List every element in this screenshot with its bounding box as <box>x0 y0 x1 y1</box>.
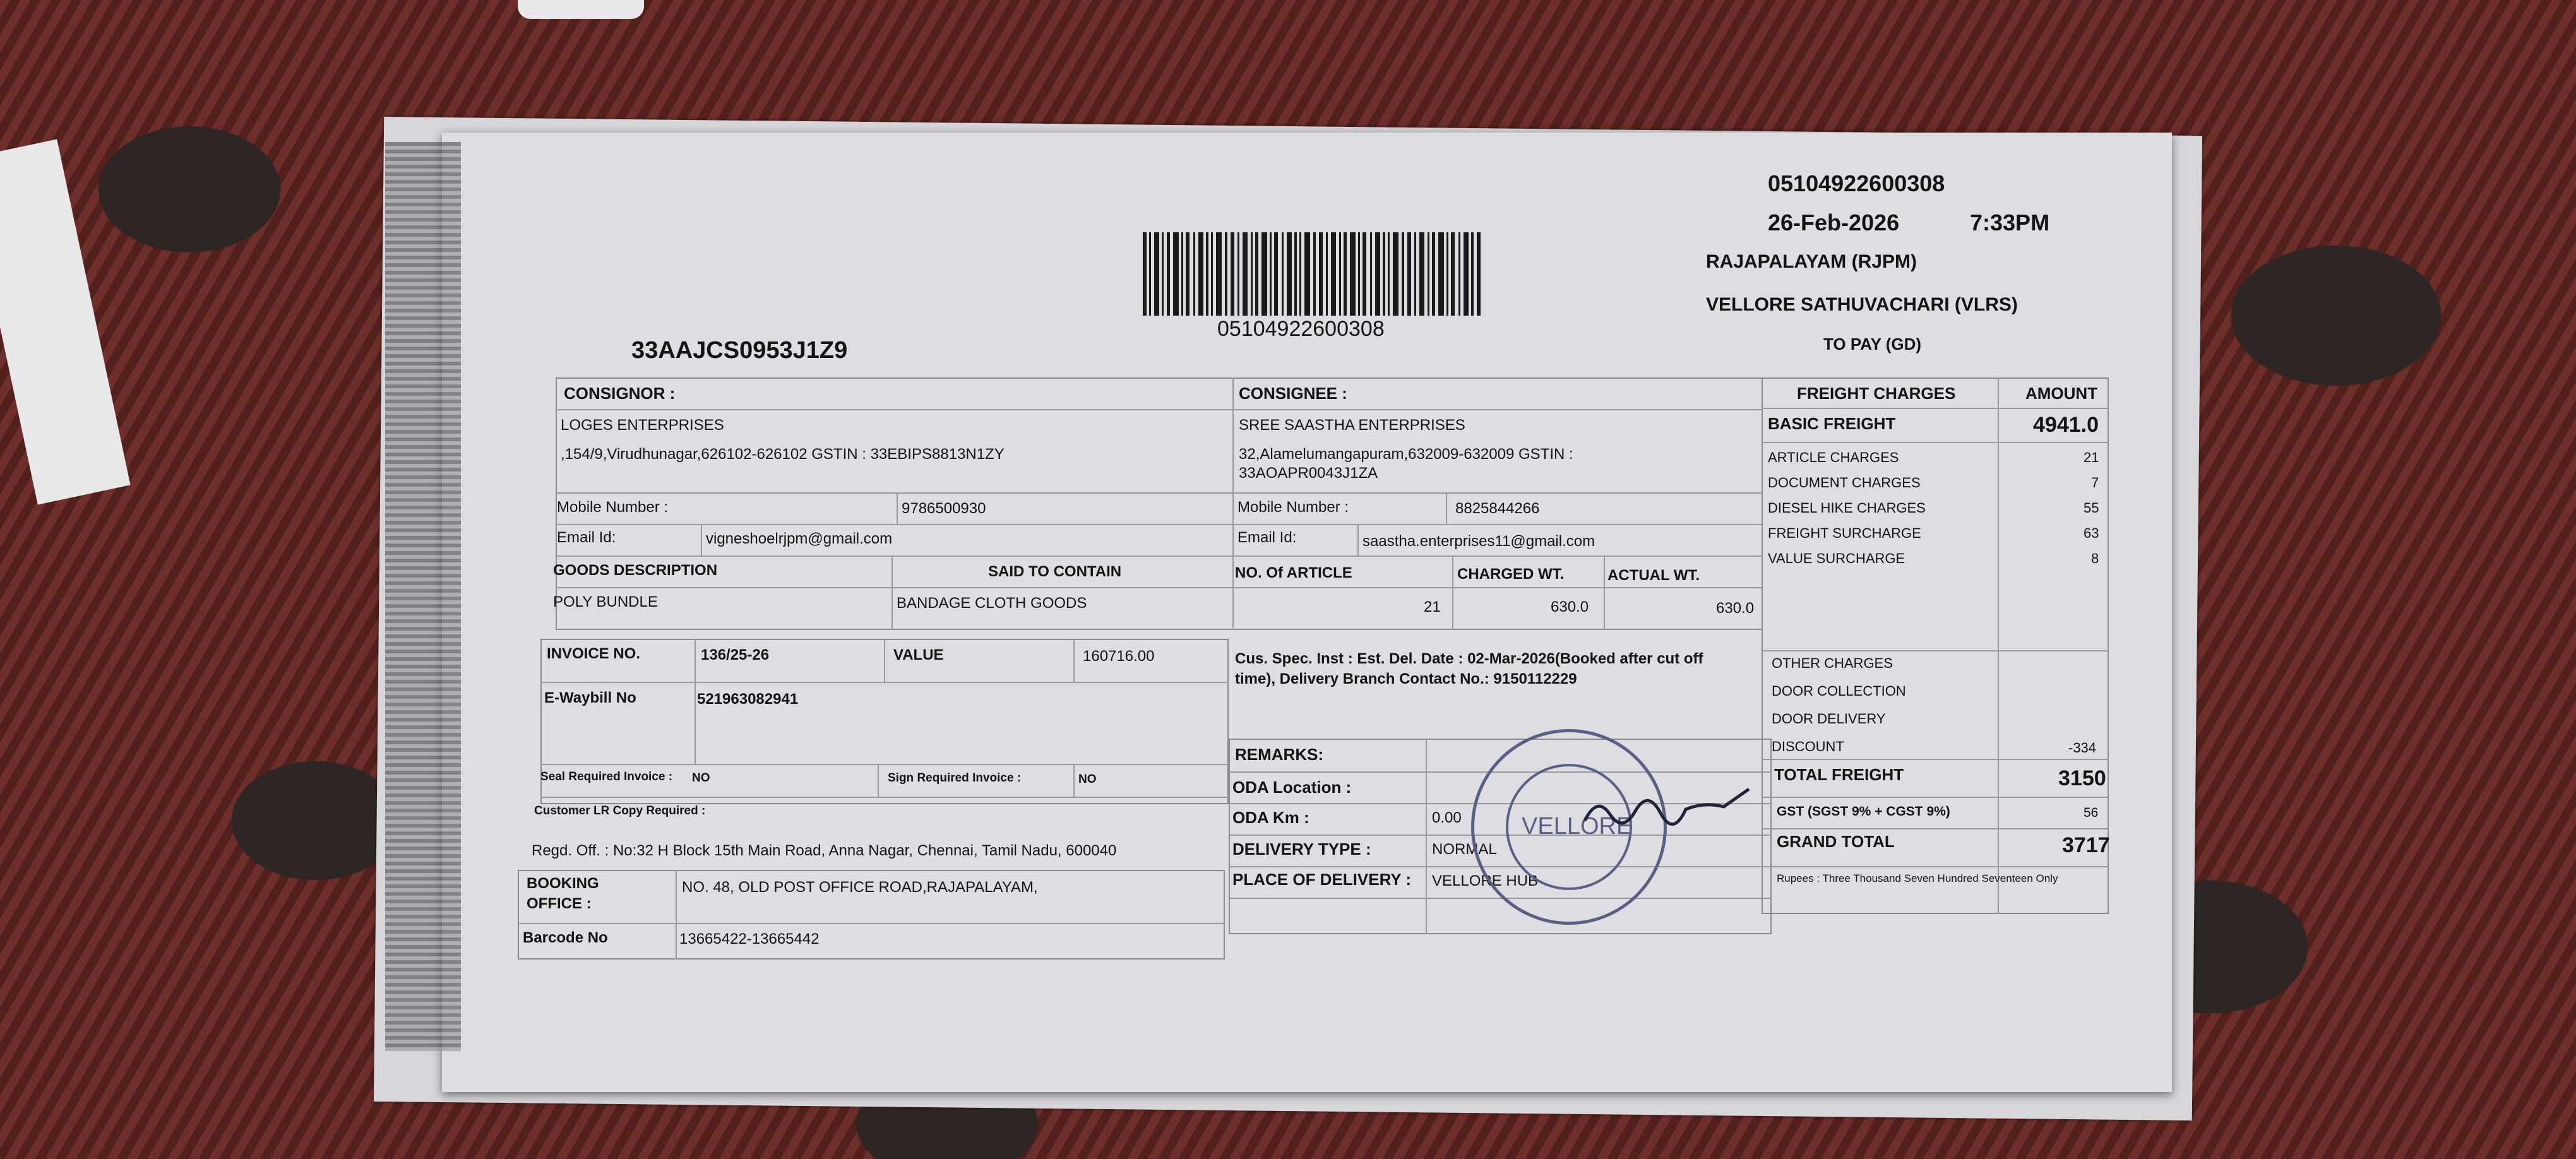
goods-header-description: GOODS DESCRIPTION <box>553 562 718 579</box>
charge-item-value: 7 <box>2091 475 2099 490</box>
consignor-name: LOGES ENTERPRISES <box>561 417 724 434</box>
invoice-no: 136/25-26 <box>701 646 770 663</box>
amount-in-words: Rupees : Three Thousand Seven Hundred Seventeen Only <box>1777 872 2058 884</box>
booking-office-label-2: OFFICE : <box>527 895 592 912</box>
charge-item-label: DOCUMENT CHARGES <box>1768 475 1921 490</box>
remarks-label: REMARKS: <box>1235 745 1324 764</box>
payment-mode: TO PAY (GD) <box>1823 335 1922 354</box>
booking-office-address: NO. 48, OLD POST OFFICE ROAD,RAJAPALAYAM, <box>682 879 1038 896</box>
charge-item-value: 21 <box>2084 449 2099 465</box>
consignee-heading: CONSIGNEE : <box>1239 384 1347 403</box>
barcode <box>1143 232 1481 316</box>
gst-label: GST (SGST 9% + CGST 9%) <box>1777 804 1950 819</box>
goods-description: POLY BUNDLE <box>553 593 658 610</box>
consignor-email: vigneshoelrjpm@gmail.com <box>706 530 893 547</box>
paper-scrap-left <box>0 140 131 505</box>
place-of-delivery-label: PLACE OF DELIVERY : <box>1232 870 1412 889</box>
gstin: 33AAJCS0953J1Z9 <box>631 337 848 364</box>
consignor-address: ,154/9,Virudhunagar,626102-626102 GSTIN : 33EBIPS8813N1ZY <box>561 446 1005 463</box>
consignor-heading: CONSIGNOR : <box>564 384 676 403</box>
goods-header-charged: CHARGED WT. <box>1457 566 1565 583</box>
consignee-address-line1: 32,Alamelumangapuram,632009-632009 GSTIN : <box>1239 446 1573 463</box>
origin-station: RAJAPALAYAM (RJPM) <box>1706 251 1917 272</box>
goods-header-articles: NO. Of ARTICLE <box>1235 564 1352 581</box>
other-charge-label: OTHER CHARGES <box>1772 655 1893 671</box>
stamp-city: VELLORE <box>1522 813 1633 840</box>
oda-location-label: ODA Location : <box>1232 778 1352 797</box>
delivery-type: NORMAL <box>1432 841 1497 858</box>
charges-header: FREIGHT CHARGES <box>1797 384 1956 403</box>
basic-freight-value: 4941.0 <box>2033 413 2099 437</box>
invoice-value: 160716.00 <box>1083 648 1155 665</box>
lr-number: 05104922600308 <box>1768 170 1945 196</box>
invoice-label: INVOICE NO. <box>547 645 641 662</box>
seal-required-label: Seal Required Invoice : <box>540 770 673 783</box>
charge-item-value: 63 <box>2084 525 2099 541</box>
consignee-mobile: 8825844266 <box>1455 500 1540 517</box>
booking-time: 7:33PM <box>1970 210 2050 235</box>
delivery-type-label: DELIVERY TYPE : <box>1232 840 1371 859</box>
discount-value: -334 <box>2068 740 2097 756</box>
consignee-email-label: Email Id: <box>1237 529 1297 546</box>
seal-required-value: NO <box>692 771 710 785</box>
signature <box>1578 776 1755 840</box>
goods-charged-wt: 630.0 <box>1551 598 1589 615</box>
ewaybill-label: E-Waybill No <box>544 689 636 706</box>
oda-km-label: ODA Km : <box>1232 808 1309 827</box>
barcode-no: 13665422-13665442 <box>679 930 820 948</box>
grand-total-value: 3717 <box>2062 833 2110 857</box>
sign-required-label: Sign Required Invoice : <box>888 771 1022 785</box>
customer-lr-copy-label: Customer LR Copy Required : <box>534 804 706 817</box>
amount-header: AMOUNT <box>2025 384 2098 403</box>
consignor-mobile-label: Mobile Number : <box>557 499 669 516</box>
destination-station: VELLORE SATHUVACHARI (VLRS) <box>1706 294 2018 315</box>
barcode-text: 05104922600308 <box>1217 317 1385 341</box>
oda-km: 0.00 <box>1432 809 1462 826</box>
charge-item-label: DIESEL HIKE CHARGES <box>1768 500 1926 516</box>
consignor-email-label: Email Id: <box>557 529 616 546</box>
consignee-email: saastha.enterprises11@gmail.com <box>1363 533 1595 550</box>
goods-articles: 21 <box>1424 598 1441 615</box>
consignee-address-line2: 33AOAPR0043J1ZA <box>1239 465 1378 482</box>
ewaybill-no: 521963082941 <box>697 691 799 708</box>
registered-office: Regd. Off. : No:32 H Block 15th Main Road, Anna Nagar, Chennai, Tamil Nadu, 600040 <box>532 842 1117 859</box>
special-instructions-line2: time), Delivery Branch Contact No.: 9150112229 <box>1235 670 1577 687</box>
party-details-box <box>556 377 1763 630</box>
other-charge-label: DOOR DELIVERY <box>1772 711 1886 727</box>
goods-header-actual: ACTUAL WT. <box>1607 567 1700 584</box>
consignor-mobile: 9786500930 <box>902 500 986 517</box>
grand-total-label: GRAND TOTAL <box>1777 832 1895 851</box>
consignee-mobile-label: Mobile Number : <box>1237 499 1349 516</box>
barcode-no-label: Barcode No <box>523 929 608 946</box>
total-freight-label: TOTAL FREIGHT <box>1774 765 1904 784</box>
goods-contain: BANDAGE CLOTH GOODS <box>897 595 1087 612</box>
basic-freight-label: BASIC FREIGHT <box>1768 414 1896 433</box>
other-charge-label: DOOR COLLECTION <box>1772 683 1906 699</box>
sign-required-value: NO <box>1078 773 1097 786</box>
booking-date: 26-Feb-2026 <box>1768 210 1900 235</box>
goods-header-contain: SAID TO CONTAIN <box>988 563 1122 580</box>
charge-item-value: 55 <box>2084 500 2099 516</box>
charge-item-label: VALUE SURCHARGE <box>1768 550 1905 566</box>
goods-actual-wt: 630.0 <box>1716 600 1755 617</box>
perforated-edge <box>385 142 461 1051</box>
place-of-delivery: VELLORE HUB <box>1432 872 1539 889</box>
paper-scrap-top <box>518 0 644 19</box>
value-label: VALUE <box>893 646 944 663</box>
charge-item-label: ARTICLE CHARGES <box>1768 449 1899 465</box>
other-charge-label: DISCOUNT <box>1772 739 1844 754</box>
gst-value: 56 <box>2084 805 2099 820</box>
consignee-name: SREE SAASTHA ENTERPRISES <box>1239 417 1465 434</box>
booking-office-label-1: BOOKING <box>527 875 599 892</box>
special-instructions-line1: Cus. Spec. Inst : Est. Del. Date : 02-Mar-2026(Booked after cut off <box>1235 650 1703 667</box>
charge-item-label: FREIGHT SURCHARGE <box>1768 525 1921 541</box>
charge-item-value: 8 <box>2091 550 2099 566</box>
total-freight-value: 3150 <box>2058 766 2106 790</box>
